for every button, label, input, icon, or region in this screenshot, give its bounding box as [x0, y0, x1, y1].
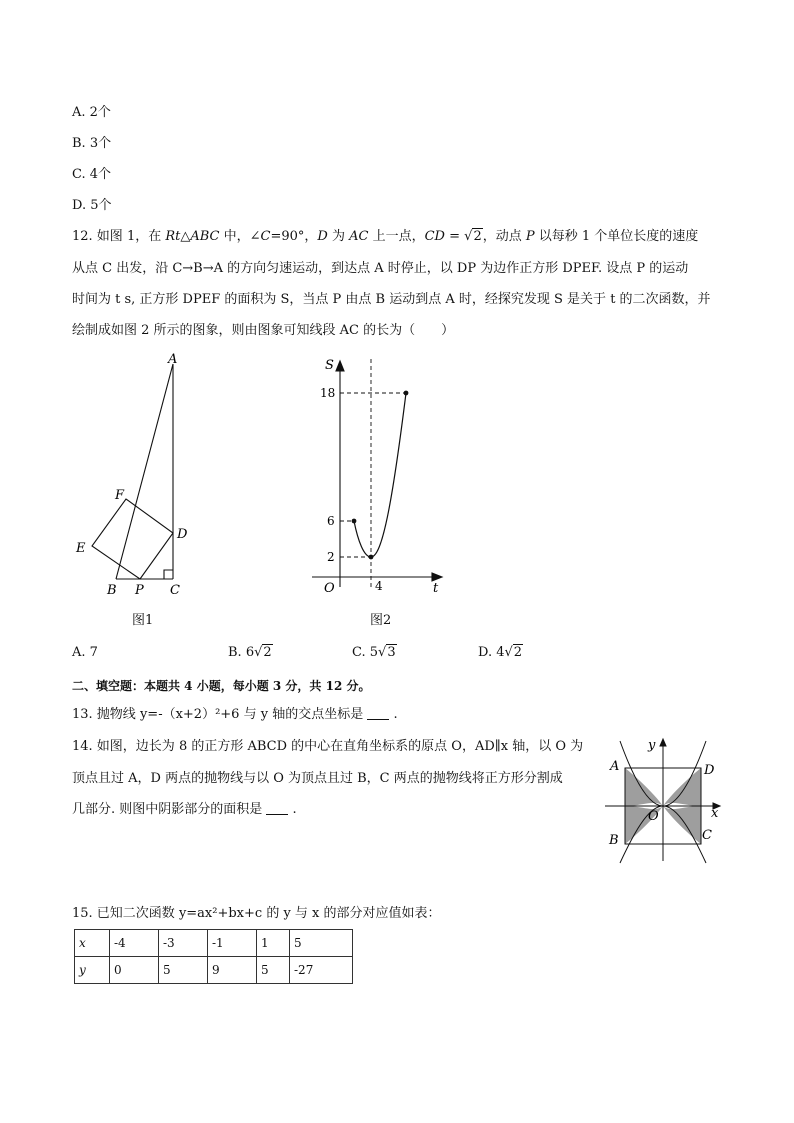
label-B: B — [107, 583, 117, 598]
prev-option-d: D. 5个 — [72, 198, 112, 213]
label-P: P — [135, 583, 144, 598]
figure-1-caption: 图1 — [132, 613, 154, 628]
q15-text: 15. 已知二次函数 y=ax²+bx+c 的 y 与 x 的部分对应值如表： — [72, 906, 441, 921]
origin-label: O — [324, 581, 335, 596]
label-F: F — [115, 488, 125, 503]
q13-text: 13. 抛物线 y=-（x+2）²+6 与 y 轴的交点坐标是 . — [72, 707, 398, 722]
label-D: D — [704, 763, 715, 778]
table-cell: 5 — [159, 957, 208, 984]
label-D: D — [177, 527, 188, 542]
table-cell: -27 — [290, 957, 353, 984]
table-cell: 5 — [257, 957, 290, 984]
q12-line-4: 绘制成如图 2 所示的图象，则由图象可知线段 AC 的长为（ ） — [72, 323, 455, 338]
label-y: y — [648, 738, 656, 753]
curve-s-of-t — [354, 393, 406, 557]
table-header-y: y — [75, 957, 110, 984]
shaded-region-bottom-right — [663, 806, 701, 844]
sqrt-symbol: √2 — [464, 229, 482, 244]
q12-option-c: C. 5√3 — [352, 645, 396, 660]
q14-line-2: 顶点且过 A，D 两点的抛物线与以 O 为顶点且过 B，C 两点的抛物线将正方形分割成 — [72, 771, 563, 786]
table-cell: -1 — [208, 930, 257, 957]
label-O: O — [648, 809, 659, 824]
label-C: C — [702, 828, 712, 843]
table-cell: 5 — [290, 930, 353, 957]
table-row-x — [75, 930, 353, 957]
figure-1 — [60, 352, 210, 610]
point-end — [404, 391, 409, 396]
answer-blank-14 — [266, 802, 288, 815]
table-cell: 9 — [208, 957, 257, 984]
y-axis-arrow — [660, 739, 666, 746]
tick-label-2: 2 — [327, 550, 335, 564]
shaded-region-top-right — [663, 768, 701, 806]
label-E: E — [76, 541, 86, 556]
q12-line-1: 12. 如图 1，在 Rt△ABC 中，∠C=90°，D 为 AC 上一点，CD = √2，动点 P 以每秒 1 个单位长度的速度 — [72, 229, 699, 244]
table-cell: -4 — [110, 930, 159, 957]
table-cell: 1 — [257, 930, 290, 957]
prev-option-a: A. 2个 — [72, 105, 111, 120]
q12-option-d: D. 4√2 — [478, 645, 523, 660]
table-header-x: x — [75, 930, 110, 957]
table-cell: 0 — [110, 957, 159, 984]
x-axis-arrow — [432, 573, 442, 581]
prev-option-b: B. 3个 — [72, 136, 112, 151]
q14-line-1: 14. 如图，边长为 8 的正方形 ABCD 的中心在直角坐标系的原点 O，AD∥x 轴，以 O 为 — [72, 739, 584, 754]
label-A: A — [168, 352, 178, 367]
q15-value-table — [74, 929, 353, 984]
q12-option-a: A. 7 — [72, 645, 98, 660]
axis-label-t: t — [433, 581, 439, 596]
shaded-region-top-left — [625, 768, 663, 806]
point-start — [352, 519, 357, 524]
label-C: C — [170, 583, 180, 598]
right-angle-mark — [164, 570, 173, 579]
y-axis-arrow — [336, 361, 344, 371]
figure-2-caption: 图2 — [370, 613, 392, 628]
label-x: x — [711, 806, 719, 821]
table-row-y — [75, 957, 353, 984]
tick-label-18: 18 — [320, 386, 336, 400]
q14-line-3: 几部分. 则图中阴影部分的面积是 . — [72, 802, 297, 817]
q12-line-3: 时间为 t s, 正方形 DPEF 的面积为 S，当点 P 由点 B 运动到点 A 时，经探究发现 S 是关于 t 的二次函数，并 — [72, 292, 711, 307]
tick-label-4: 4 — [375, 579, 383, 593]
segment-ab — [116, 364, 173, 579]
point-vertex — [369, 555, 374, 560]
table-cell: -3 — [159, 930, 208, 957]
axis-label-s: S — [325, 358, 334, 373]
prev-option-c: C. 4个 — [72, 167, 112, 182]
label-B: B — [609, 833, 619, 848]
section-2-heading: 二、填空题：本题共 4 小题，每小题 3 分，共 12 分。 — [72, 679, 371, 693]
square-dpef — [92, 499, 173, 579]
answer-blank-13 — [367, 707, 389, 720]
q12-line-2: 从点 C 出发，沿 C→B→A 的方向匀速运动，到达点 A 时停止，以 DP 为边作正方形 DPEF. 设点 P 的运动 — [72, 261, 689, 276]
figure-2-graph — [310, 355, 460, 600]
q12-option-b: B. 6√2 — [228, 645, 272, 660]
figure-q14 — [603, 737, 729, 865]
tick-label-6: 6 — [327, 514, 335, 528]
label-A: A — [610, 759, 620, 774]
